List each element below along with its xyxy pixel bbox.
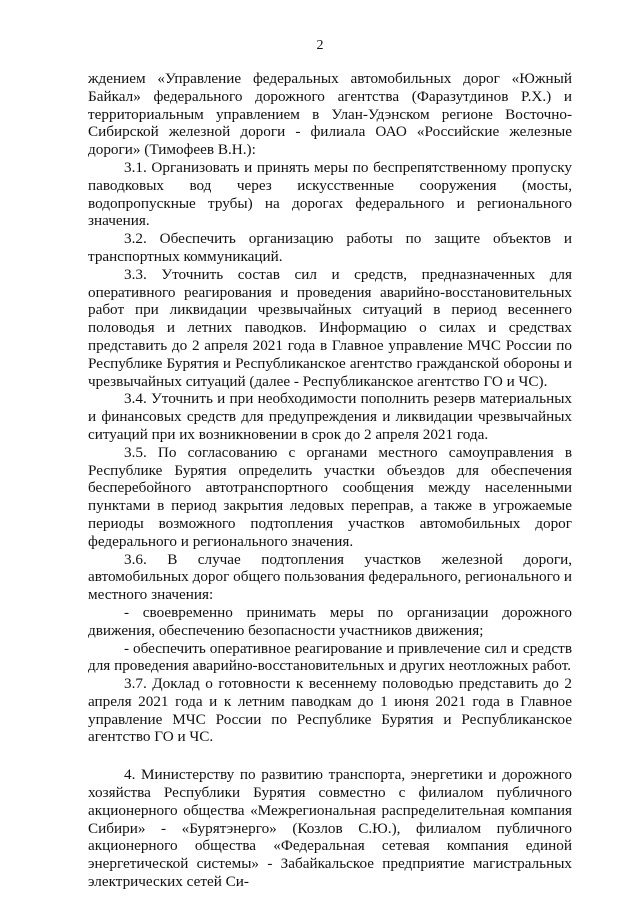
paragraph-3-2: 3.2. Обеспечить организацию работы по защите объектов и транспортных коммуникаций. [88,230,572,265]
paragraph-3-3: 3.3. Уточнить состав сил и средств, предназначенных для оперативного реагирования и проведения аварийно-восстановительных работ при ликвидации чрезвычайных ситуаций в период весеннего половодья и летних паводков. Информацию о силах и средствах представить до 2 апреля 2021 года в Главное управление МЧС России по Республике Бурятия и Республиканское агентство гражданской обороны и чрезвычайных ситуаций (далее - Республиканское агентство ГО и ЧС). [88,265,572,390]
paragraph-gap [88,746,572,766]
page-number: 2 [316,38,324,53]
paragraph-3-6: 3.6. В случае подтопления участков железной дороги, автомобильных дорог общего пользования федерального, регионального и местного значения: [88,550,572,604]
list-item-traffic: - своевременно принимать меры по организации дорожного движения, обеспечению безопасности участников движения; [88,603,572,639]
paragraph-4: 4. Министерству по развитию транспорта, энергетики и дорожного хозяйства Республики Бурятия совместно с филиалом публичного акционерного общества «Межрегиональная распределительная компания Сибири» - «Бурятэнерго» (Козлов С.Ю.), филиалом публичного акционерного общества «Федеральная сетевая компания единой энергетической системы» - Забайкальское предприятие магистральных электрических сетей Си- [88,766,572,891]
paragraph-3-5: 3.5. По согласованию с органами местного самоуправления в Республике Бурятия определить участки объездов для обеспечения бесперебойного автотранспортного сообщения между населенными пунктами в период закрытия ледовых переправ, а также в угрожаемые периоды возможного подтопления участков автомобильных дорог федерального и регионального значения. [88,443,572,550]
paragraph-continuation: ждением «Управление федеральных автомобильных дорог «Южный Байкал» федерального дорожного агентства (Фаразутдинов Р.Х.) и территориальным управлением в Улан-Удэнском регионе Восточно-Сибирской железной дороги - филиала ОАО «Российские железные дороги» (Тимофеев В.Н.): [88,70,572,159]
list-item-response: - обеспечить оперативное реагирование и привлечение сил и средств для проведения аварийно-восстановительных и других неотложных работ. [88,639,572,675]
paragraph-3-7: 3.7. Доклад о готовности к весеннему половодью представить до 2 апреля 2021 года и к летним паводкам до 1 июня 2021 года в Главное управление МЧС России по Республике Бурятия и Республиканское агентство ГО и ЧС. [88,675,572,746]
document-body [88,70,572,891]
paragraph-3-4: 3.4. Уточнить и при необходимости пополнить резерв материальных и финансовых средств для предупреждения и ликвидации чрезвычайных ситуаций при их возникновении в срок до 2 апреля 2021 года. [88,390,572,443]
paragraph-3-1: 3.1. Организовать и принять меры по беспрепятственному пропуску паводковых вод через искусственные сооружения (мосты, водопропускные трубы) на дорогах федерального и регионального значения. [88,158,572,230]
